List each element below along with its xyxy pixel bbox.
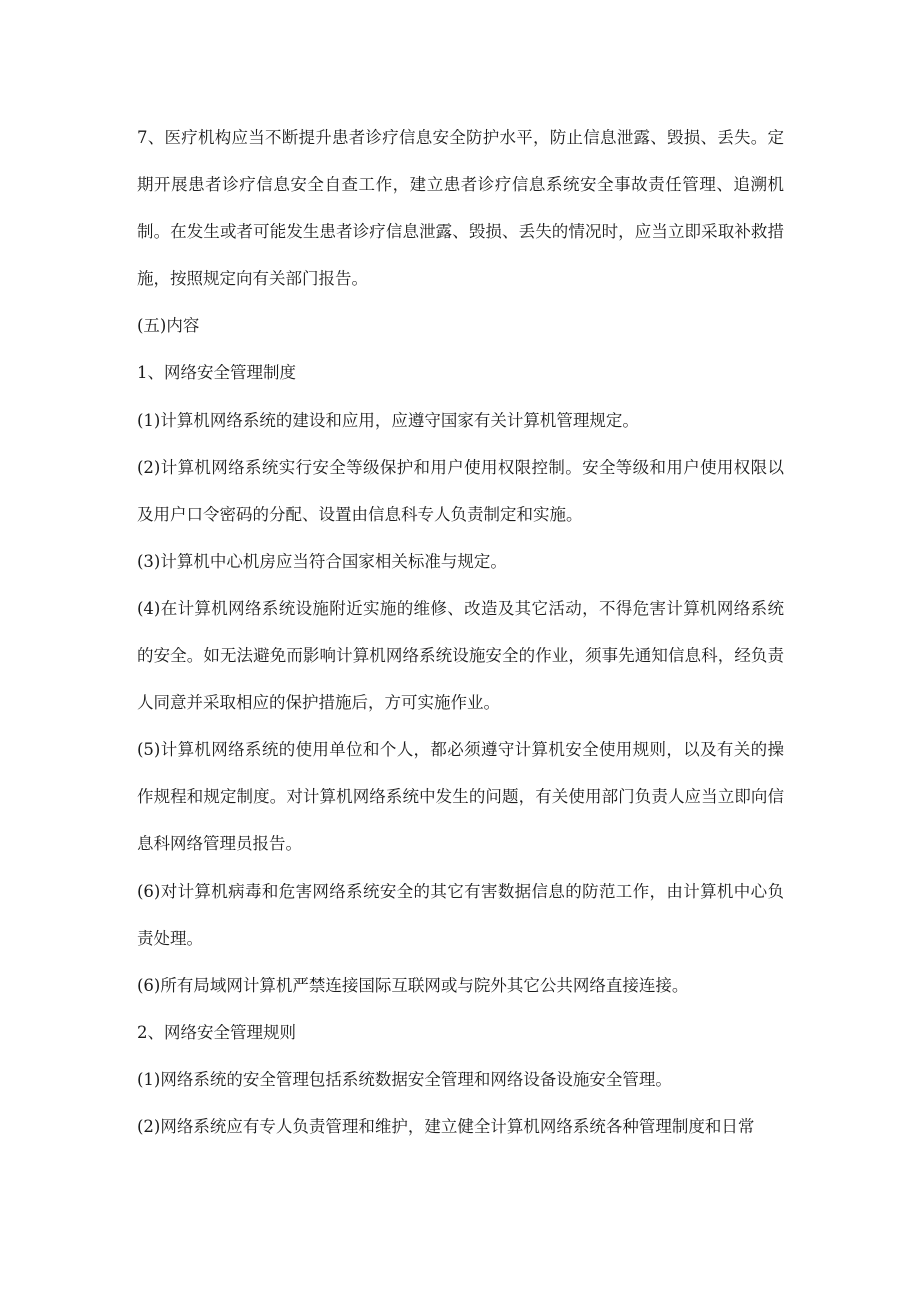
paragraph-patient-info-security: 7、医疗机构应当不断提升患者诊疗信息安全防护水平，防止信息泄露、毁损、丢失。定期开展患者诊疗信息安全自查工作，建立患者诊疗信息系统安全事故责任管理、追溯机制。在发生或者可能发生患者诊疗信息泄露、毁损、丢失的情况时，应当立即采取补救措施，按照规定向有关部门报告。 <box>137 128 784 289</box>
paragraph-item-5: (5)计算机网络系统的使用单位和个人，都必须遵守计算机安全使用规则，以及有关的操作规程和规定制度。对计算机网络系统中发生的问题，有关使用部门负责人应当立即向信息科网络管理员报告。 <box>137 740 784 854</box>
paragraph-item-4: (4)在计算机网络系统设施附近实施的维修、改造及其它活动，不得危害计算机网络系统的安全。如无法避免而影响计算机网络系统设施安全的作业，须事先通知信息科，经负责人同意并采取相应的保护措施后，方可实施作业。 <box>137 598 784 713</box>
paragraph-item-2: (2)计算机网络系统实行安全等级保护和用户使用权限控制。安全等级和用户使用权限以及用户口令密码的分配、设置由信息科专人负责制定和实施。 <box>137 457 784 524</box>
subsection-heading-network-security-system: 1、网络安全管理制度 <box>137 363 296 383</box>
subsection-heading-network-security-rules: 2、网络安全管理规则 <box>137 1022 296 1042</box>
paragraph-rule-1: (1)网络系统的安全管理包括系统数据安全管理和网络设备设施安全管理。 <box>137 1069 672 1089</box>
paragraph-item-1: (1)计算机网络系统的建设和应用，应遵守国家有关计算机管理规定。 <box>137 410 639 430</box>
paragraph-rule-2: (2)网络系统应有专人负责管理和维护，建立健全计算机网络系统各种管理制度和日常 <box>137 1116 755 1136</box>
paragraph-item-6b: (6)所有局域网计算机严禁连接国际互联网或与院外其它公共网络直接连接。 <box>137 975 689 995</box>
section-heading-content: (五)内容 <box>137 316 200 336</box>
paragraph-item-6a: (6)对计算机病毒和危害网络系统安全的其它有害数据信息的防范工作，由计算机中心负责处理。 <box>137 881 784 948</box>
document-body <box>137 114 784 1150</box>
paragraph-item-3: (3)计算机中心机房应当符合国家相关标准与规定。 <box>137 551 507 571</box>
